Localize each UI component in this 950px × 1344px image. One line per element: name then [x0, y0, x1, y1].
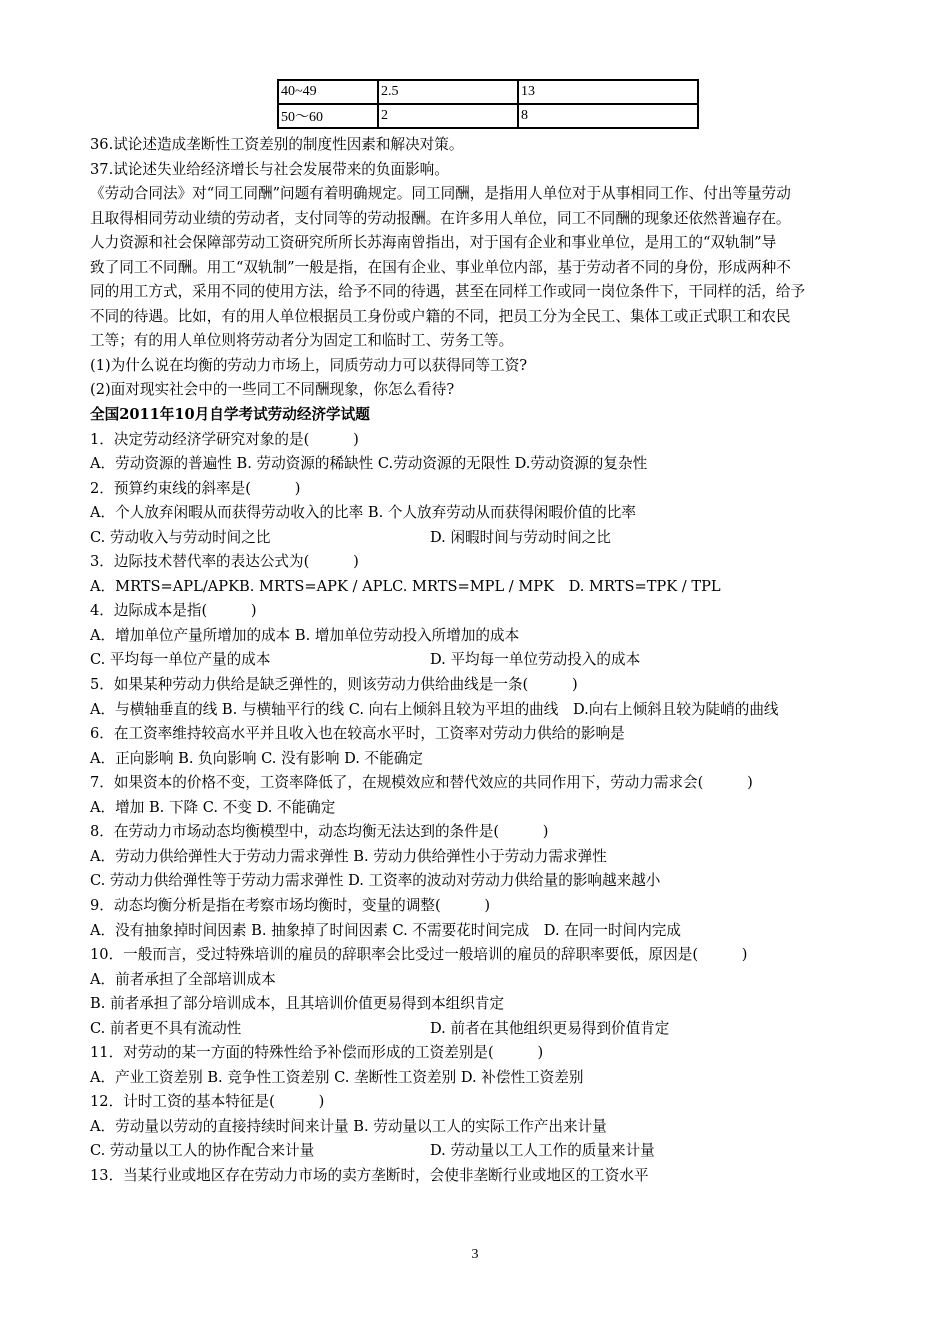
text-line: 13．当某行业或地区存在劳动力市场的卖方垄断时，会使非垄断行业或地区的工资水平: [90, 1166, 649, 1184]
text-line: [90, 526, 890, 551]
text-line: 4．边际成本是指( ): [90, 602, 257, 620]
text-line: 且取得相同劳动业绩的劳动者，支付同等的劳动报酬。在许多用人单位，同工不同酬的现象还依然普遍存在。: [90, 209, 791, 227]
text-line: (2)面对现实社会中的一些同工不同酬现象，你怎么看待?: [90, 381, 455, 399]
text-line: 10．一般而言，受过特殊培训的雇员的辞职率会比受过一般培训的雇员的辞职率要低，原因是( ): [90, 946, 748, 964]
text-line: 全国2011年10月自学考试劳动经济学试题: [90, 406, 370, 424]
text-line: A．劳动力供给弹性大于劳动力需求弹性 B. 劳动力供给弹性小于劳动力需求弹性: [90, 847, 607, 865]
text-line: A．增加 B. 下降 C. 不变 D. 不能确定: [90, 798, 336, 816]
text-line: 8．在劳动力市场动态均衡模型中，动态均衡无法达到的条件是( ): [90, 823, 549, 841]
text-line: A．正向影响 B. 负向影响 C. 没有影响 D. 不能确定: [90, 749, 423, 767]
text-line: 1．决定劳动经济学研究对象的是( ): [90, 430, 359, 448]
text-line: [90, 1017, 890, 1042]
text-line: A．产业工资差别 B. 竞争性工资差别 C. 垄断性工资差别 D. 补偿性工资差别: [90, 1068, 584, 1086]
text-line: 致了同工不同酬。用工“双轨制”一般是指，在国有企业、事业单位内部，基于劳动者不同的身份，形成两种不: [90, 258, 791, 276]
table-cell: 50～60: [278, 104, 378, 128]
text-line: 不同的待遇。比如，有的用人单位根据员工身份或户籍的不同，把员工分为全民工、集体工或正式职工和农民: [90, 307, 791, 325]
text-line: 11．对劳动的某一方面的特殊性给予补偿而形成的工资差别是( ): [90, 1044, 544, 1062]
text-line: 同的用工方式，采用不同的使用方法，给予不同的待遇，甚至在同样工作或同一岗位条件下，干同样的活，给予: [90, 283, 806, 301]
text-line: 5．如果某种劳动力供给是缺乏弹性的，则该劳动力供给曲线是一条( ): [90, 676, 578, 694]
option-left: C. 劳动收入与劳动时间之比: [90, 528, 271, 546]
text-line: (1)为什么说在均衡的劳动力市场上，同质劳动力可以获得同等工资?: [90, 356, 528, 374]
text-line: 6．在工资率维持较高水平并且收入也在较高水平时，工资率对劳动力供给的影响是: [90, 725, 625, 743]
table-row: [278, 104, 698, 128]
text-line: A．MRTS=APL/APKB. MRTS=APK / APLC. MRTS=MPL / MPK D. MRTS=TPK / TPL: [90, 577, 721, 595]
text-line: 《劳动合同法》对“同工同酬”问题有着明确规定。同工同酬，是指用人单位对于从事相同工作、付出等量劳动: [90, 185, 791, 203]
data-table: [277, 79, 699, 129]
page-number: 3: [471, 1247, 479, 1262]
document-body: [90, 133, 890, 1189]
table-row: [278, 80, 698, 104]
text-line: 12．计时工资的基本特征是( ): [90, 1093, 325, 1111]
table-cell: 2: [378, 104, 518, 128]
text-line: 7．如果资本的价格不变，工资率降低了，在规模效应和替代效应的共同作用下，劳动力需求会( ): [90, 774, 753, 792]
text-line: 9．动态均衡分析是指在考察市场均衡时，变量的调整( ): [90, 896, 491, 914]
table-cell: 40~49: [278, 80, 378, 104]
text-line: A．前者承担了全部培训成本: [90, 970, 276, 988]
text-line: 工等；有的用人单位则将劳动者分为固定工和临时工、劳务工等。: [90, 332, 514, 350]
table-cell: 13: [518, 80, 698, 104]
text-line: A．劳动资源的普遍性 B. 劳动资源的稀缺性 C.劳动资源的无限性 D.劳动资源的复杂性: [90, 455, 648, 473]
text-line: [90, 648, 890, 673]
text-line: 36.试论述造成垄断性工资差别的制度性因素和解决对策。: [90, 136, 464, 153]
option-right: D. 平均每一单位劳动投入的成本: [430, 651, 641, 669]
option-left: C. 前者更不具有流动性: [90, 1019, 242, 1037]
table-cell: 2.5: [378, 80, 518, 104]
text-line: C. 劳动力供给弹性等于劳动力需求弹性 D. 工资率的波动对劳动力供给量的影响越来越小: [90, 872, 661, 890]
text-line: A．劳动量以劳动的直接持续时间来计量 B. 劳动量以工人的实际工作产出来计量: [90, 1117, 607, 1135]
text-line: A．与横轴垂直的线 B. 与横轴平行的线 C. 向右上倾斜且较为平坦的曲线 D.向右上倾斜且较为陡峭的曲线: [90, 700, 779, 718]
text-line: 2．预算约束线的斜率是( ): [90, 479, 301, 497]
text-line: 人力资源和社会保障部劳动工资研究所所长苏海南曾指出，对于国有企业和事业单位，是用工的“双轨制”导: [90, 234, 777, 252]
text-line: 37.试论述失业给经济增长与社会发展带来的负面影响。: [90, 160, 449, 178]
option-right: D. 闲暇时间与劳动时间之比: [430, 528, 611, 546]
text-line: [90, 1139, 890, 1164]
option-right: D. 前者在其他组织更易得到价值肯定: [430, 1019, 670, 1037]
text-line: 3．边际技术替代率的表达公式为( ): [90, 553, 359, 571]
text-line: A．增加单位产量所增加的成本 B. 增加单位劳动投入所增加的成本: [90, 626, 520, 644]
option-left: C. 平均每一单位产量的成本: [90, 651, 271, 669]
text-line: A．个人放弃闲暇从而获得劳动收入的比率 B. 个人放弃劳动从而获得闲暇价值的比率: [90, 504, 636, 522]
text-line: A．没有抽象掉时间因素 B. 抽象掉了时间因素 C. 不需要花时间完成 D. 在同一时间内完成: [90, 921, 681, 939]
option-left: C. 劳动量以工人的协作配合来计量: [90, 1142, 315, 1160]
text-line: B. 前者承担了部分培训成本，且其培训价值更易得到本组织肯定: [90, 995, 505, 1013]
option-right: D. 劳动量以工人工作的质量来计量: [430, 1142, 655, 1160]
table-cell: 8: [518, 104, 698, 128]
